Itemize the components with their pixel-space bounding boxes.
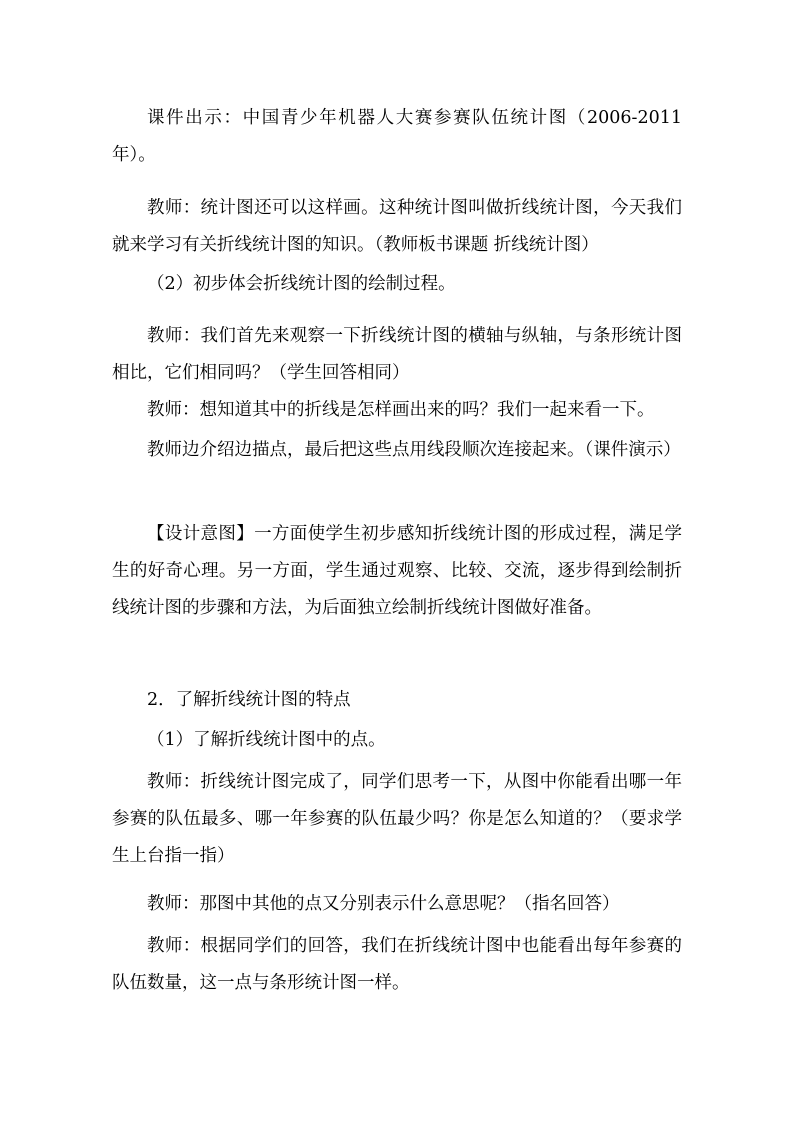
paragraph-drawing-process-heading: （2）初步体会折线统计图的绘制过程。 — [147, 274, 456, 294]
paragraph-teacher-other-points: 教师：那图中其他的点又分别表示什么意思呢？（指名回答） — [147, 894, 620, 914]
paragraph-teacher-how-drawn: 教师：想知道其中的折线是怎样画出来的吗？我们一起来看一下。 — [147, 400, 655, 420]
paragraph-teacher-line-chart-intro: 教师：统计图还可以这样画。这种统计图叫做折线统计图，今天我们就来学习有关折线统计图的知识。（教师板书课题 折线统计图） — [112, 198, 682, 255]
paragraph-teacher-conclusion: 教师：根据同学们的回答，我们在折线统计图中也能看出每年参赛的队伍数量，这一点与条形统计图一样。 — [112, 936, 682, 993]
paragraph-teacher-most-least: 教师：折线统计图完成了，同学们思考一下，从图中你能看出哪一年参赛的队伍最多、哪一年参赛的队伍最少吗？你是怎么知道的？（要求学生上台指一指） — [112, 772, 682, 866]
paragraph-teacher-plot-points: 教师边介绍边描点，最后把这些点用线段顺次连接起来。（课件演示） — [147, 440, 681, 460]
paragraph-teacher-axes: 教师：我们首先来观察一下折线统计图的横轴与纵轴，与条形统计图相比，它们相同吗？（学生回答相同） — [112, 326, 682, 383]
paragraph-points-subheading: （1）了解折线统计图中的点。 — [147, 730, 386, 750]
paragraph-section-2-heading: 2．了解折线统计图的特点 — [147, 690, 351, 710]
paragraph-courseware-display: 课件出示：中国青少年机器人大赛参赛队伍统计图（2006-2011年）。 — [112, 108, 682, 165]
paragraph-design-intent: 【设计意图】一方面使学生初步感知折线统计图的形成过程，满足学生的好奇心理。另一方面，学生通过观察、比较、交流，逐步得到绘制折线统计图的步骤和方法，为后面独立绘制折线统计图做好准备。 — [112, 524, 682, 618]
